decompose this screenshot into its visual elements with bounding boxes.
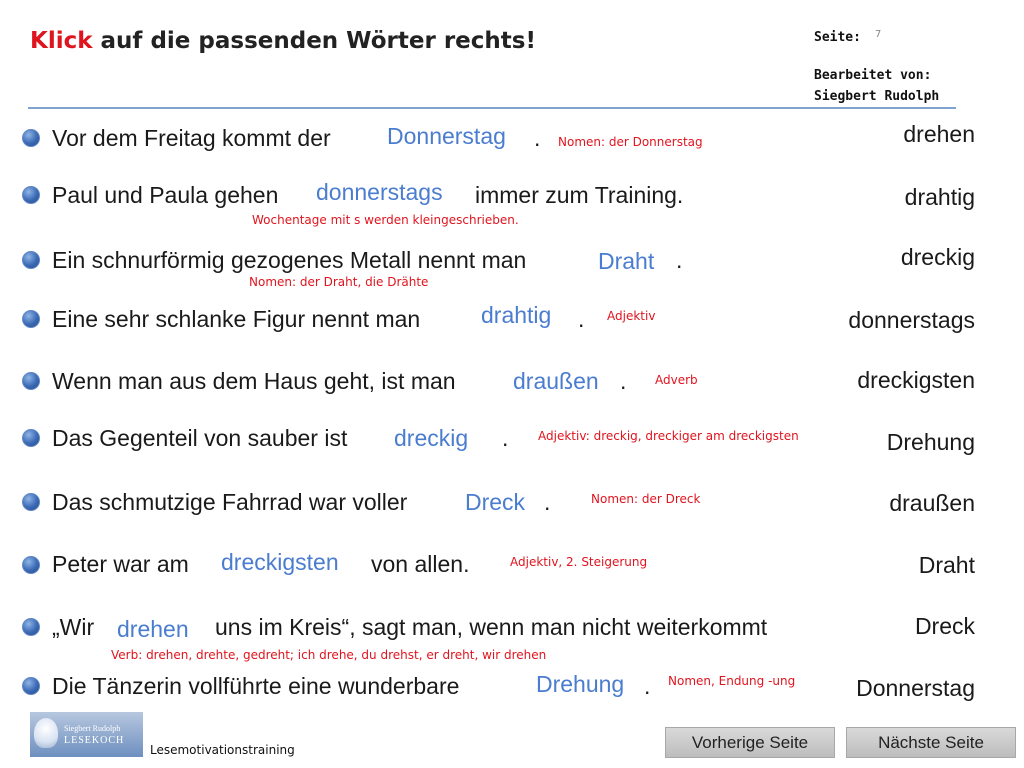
sentence-before: Das Gegenteil von sauber ist xyxy=(52,425,348,451)
word-choice-drehen[interactable]: drehen xyxy=(903,121,975,147)
bullet-icon xyxy=(22,129,40,147)
word-choice-donnerstag[interactable]: Donnerstag xyxy=(856,675,975,701)
sentence-after: uns im Kreis“, sagt man, wenn man nicht weiterkommt xyxy=(215,614,768,640)
sentence-before: Eine sehr schlanke Figur nennt man xyxy=(52,306,421,332)
word-choice-dreckigsten[interactable]: dreckigsten xyxy=(857,367,975,393)
page-label: Seite: xyxy=(814,30,861,45)
bullet-icon xyxy=(22,251,40,269)
sentence-before: Peter war am xyxy=(52,551,189,577)
editor-name: Siegbert Rudolph xyxy=(814,89,940,104)
bullet-icon xyxy=(22,556,40,574)
bullet-icon xyxy=(22,618,40,636)
sentence-before: „Wir xyxy=(52,614,95,640)
sentence-after: . xyxy=(676,247,683,273)
bullet-icon xyxy=(22,493,40,511)
grammar-note: Adjektiv, 2. Steigerung xyxy=(510,555,648,569)
answer-text: Donnerstag xyxy=(387,123,506,149)
sentence-after: immer zum Training. xyxy=(475,182,684,208)
logo-brand: LESEKOCH xyxy=(64,735,125,746)
lightbulb-icon xyxy=(34,718,58,748)
logo-author: Siegbert Rudolph xyxy=(64,724,121,733)
grammar-note: Adjektiv xyxy=(607,309,656,323)
sentence-after: . xyxy=(620,368,627,394)
word-choice-drehung[interactable]: Drehung xyxy=(886,429,975,455)
next-page-button[interactable]: Nächste Seite xyxy=(846,727,1016,758)
edited-label: Bearbeitet von: xyxy=(814,68,932,83)
grammar-note: Adverb xyxy=(655,373,698,387)
sentence-after: . xyxy=(502,425,509,451)
previous-page-button[interactable]: Vorherige Seite xyxy=(665,727,835,758)
answer-text: donnerstags xyxy=(316,179,443,205)
answer-text: drahtig xyxy=(481,302,552,328)
word-choice-dreck[interactable]: Dreck xyxy=(914,613,975,639)
word-choice-draussen[interactable]: draußen xyxy=(889,490,975,516)
lesekoch-logo xyxy=(30,712,143,757)
grammar-note: Adjektiv: dreckig, dreckiger am dreckigsten xyxy=(538,429,799,443)
sentence-before: Wenn man aus dem Haus geht, ist man xyxy=(52,368,456,394)
sentence-before: Vor dem Freitag kommt der xyxy=(52,125,331,151)
bullet-icon xyxy=(22,310,40,328)
grammar-note: Nomen: der Dreck xyxy=(591,492,701,506)
sentence-before: Paul und Paula gehen xyxy=(52,182,279,208)
answer-text: Dreck xyxy=(465,489,526,515)
bullet-icon xyxy=(22,372,40,390)
word-choice-dreckig[interactable]: dreckig xyxy=(900,244,975,270)
answer-text: drehen xyxy=(117,616,189,642)
program-name: Lesemotivationstraining xyxy=(150,743,295,757)
grammar-note: Verb: drehen, drehte, gedreht; ich drehe, du drehst, er dreht, wir drehen xyxy=(111,648,547,662)
bullet-icon xyxy=(22,677,40,695)
sentence-after: . xyxy=(644,673,651,699)
word-choice-drahtig[interactable]: drahtig xyxy=(904,184,975,210)
grammar-note: Nomen: der Draht, die Drähte xyxy=(249,275,429,289)
bullet-icon xyxy=(22,429,40,447)
answer-text: dreckig xyxy=(394,425,469,451)
sentence-after: . xyxy=(534,125,541,151)
word-choice-donnerstags[interactable]: donnerstags xyxy=(848,307,975,333)
sentence-before: Das schmutzige Fahrrad war voller xyxy=(52,489,408,515)
grammar-note: Nomen: der Donnerstag xyxy=(558,135,703,149)
sentence-after: von allen. xyxy=(371,551,470,577)
title-text: auf die passenden Wörter rechts! xyxy=(92,28,536,54)
sentence-after: . xyxy=(544,489,551,515)
header-divider xyxy=(28,107,956,109)
page-title xyxy=(30,28,536,54)
title-highlight: Klick xyxy=(30,28,93,54)
answer-text: dreckigsten xyxy=(221,549,339,575)
answer-text: draußen xyxy=(513,368,599,394)
bullet-icon xyxy=(22,186,40,204)
word-choice-draht[interactable]: Draht xyxy=(918,552,975,578)
sentence-before: Die Tänzerin vollführte eine wunderbare xyxy=(52,673,460,699)
page-number: 7 xyxy=(875,29,882,40)
grammar-note: Nomen, Endung -ung xyxy=(668,674,796,688)
sentence-after: . xyxy=(578,306,585,332)
answer-text: Drehung xyxy=(536,671,625,697)
answer-text: Draht xyxy=(598,248,655,274)
sentence-before: Ein schnurförmig gezogenes Metall nennt man xyxy=(52,247,527,273)
grammar-note: Wochentage mit s werden kleingeschrieben. xyxy=(252,213,519,227)
